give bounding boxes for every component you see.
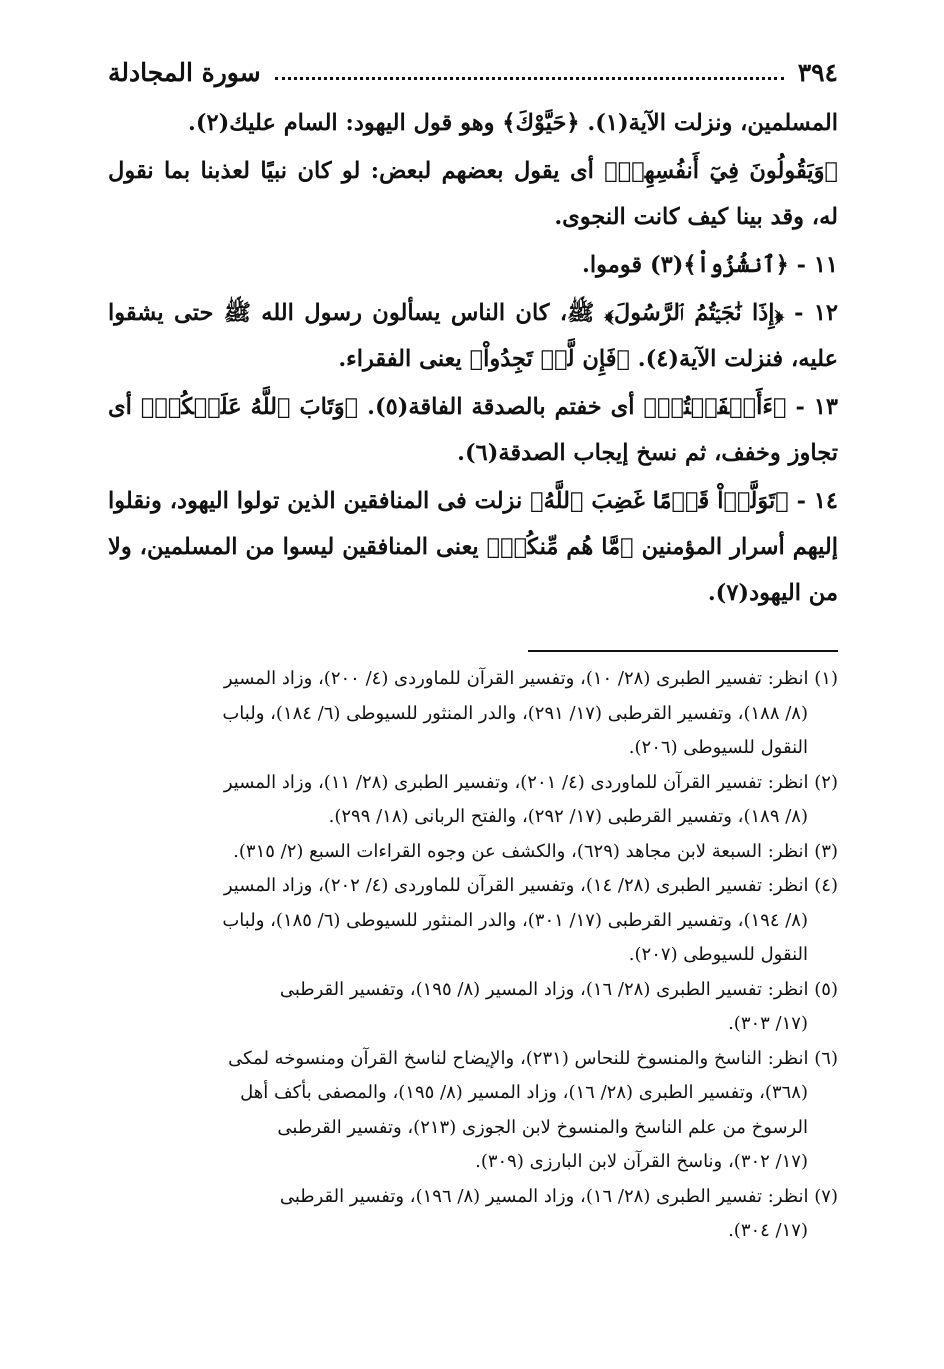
footnote-line: (١٧/ ٣٠٣). — [728, 1013, 808, 1034]
footnote-3 — [108, 835, 838, 870]
footnote-line: (٣٦٨)، وتفسير الطبرى (٢٨/ ١٦)، وزاد المسير (٨/ ١٩٥)، والمصفى بأكف أهل — [240, 1082, 808, 1103]
book-page — [108, 52, 838, 1249]
footnote-divider — [528, 650, 838, 652]
footnote-4 — [108, 869, 838, 973]
footnote-line: (١) انظر: تفسير الطبرى (٢٨/ ١٠)، وتفسير القرآن للماوردى (٤/ ٢٠٠)، وزاد المسير — [223, 668, 838, 689]
footnote-line: (٢) انظر: تفسير القرآن للماوردى (٤/ ٢٠١)، وتفسير الطبرى (٢٨/ ١١)، وزاد المسير — [223, 771, 838, 793]
paragraph: ١١ - ﴿ٱنشُزُواْ﴾(٣) قوموا. — [581, 252, 838, 278]
footnote-line: (١٧/ ٣٠٤). — [728, 1220, 808, 1241]
paragraph: ﴿وَيَقُولُونَ فِيٓ أَنفُسِهِمۡ﴾ أى يقول بعضهم لبعض: لو كان نبيًا لعذبنا بما نقول له، وقد بينا كيف كانت النجوى. — [108, 158, 838, 230]
paragraph: ١٢ - ﴿إِذَا نَٰجَيۡتُمُ ٱلرَّسُولَ﴾ ﷺ، كان الناس يسألون رسول الله ﷺ حتى يشقوا عليه، فنزلت الآية(٤). ﴿فَإِن لَّمۡ تَجِدُواْ﴾ يعنى الفقراء. — [108, 300, 838, 372]
footnote-line: (١٧/ ٣٠٢)، وناسخ القرآن لابن البارزى (٣٠٩). — [475, 1151, 808, 1172]
page-number: ٣٩٤ — [797, 57, 838, 87]
paragraph: ١٤ - ﴿تَوَلَّوۡاْ قَوۡمًا غَضِبَ ٱللَّهُ﴾ نزلت فى المنافقين الذين تولوا اليهود، ونقلوا إليهم أسرار المؤمنين ﴿مَّا هُم مِّنكُمۡ﴾ يعنى المنافقين ليسوا من المسلمين، ولا من اليهود(٧). — [108, 488, 838, 606]
footnote-line: (٣) انظر: السبعة لابن مجاهد (٦٢٩)، والكشف عن وجوه القراءات السبع (٢/ ٣١٥). — [233, 840, 838, 862]
footnote-7 — [108, 1180, 838, 1249]
footnote-line: (٨/ ١٨٩)، وتفسير القرطبى (١٧/ ٢٩٢)، والفتح الربانى (١٨/ ٢٩٩). — [328, 806, 808, 827]
footnote-line: (٨/ ١٩٤)، وتفسير القرطبى (١٧/ ٣٠١)، والدر المنثور للسيوطى (٦/ ١٨٥)، ولباب — [222, 909, 808, 931]
footnotes — [108, 662, 838, 1249]
paragraph: ١٣ - ﴿ءَأَشۡفَقۡتُمۡ﴾ أى خفتم بالصدقة الفاقة(٥). ﴿وَتَابَ ٱللَّهُ عَلَيۡكُمۡ﴾ أى تجاوز وخفف، ثم نسخ إيجاب الصدقة(٦). — [108, 394, 838, 466]
footnote-2 — [108, 766, 838, 835]
footnote-line: (٨/ ١٨٨)، وتفسير القرطبى (١٧/ ٢٩١)، والدر المنثور للسيوطى (٦/ ١٨٤)، ولباب — [222, 702, 808, 724]
footnote-line: النقول للسيوطى (٢٠٧). — [628, 944, 808, 965]
footnote-1 — [108, 662, 838, 766]
footnote-line: (٧) انظر: تفسير الطبرى (٢٨/ ١٦)، وزاد المسير (٨/ ١٩٦)، وتفسير القرطبى — [279, 1185, 838, 1207]
footnote-line: الرسوخ من علم الناسخ والمنسوخ لابن الجوزى (٢١٣)، وتفسير القرطبى — [277, 1116, 808, 1138]
paragraph: المسلمين، ونزلت الآية(١). ﴿حَيَّوْكَ﴾ وهو قول اليهود: السام عليك(٢). — [188, 110, 838, 136]
footnote-6 — [108, 1042, 838, 1180]
main-text — [108, 100, 838, 616]
footnote-line: (٦) انظر: الناسخ والمنسوخ للنحاس (٢٣١)، والإيضاح لناسخ القرآن ومنسوخه لمكى — [228, 1047, 838, 1069]
header-dot-leader — [275, 77, 784, 80]
running-header — [108, 52, 838, 92]
footnote-line: (٥) انظر: تفسير الطبرى (٢٨/ ١٦)، وزاد المسير (٨/ ١٩٥)، وتفسير القرطبى — [279, 978, 838, 1000]
footnote-line: (٤) انظر: تفسير الطبرى (٢٨/ ١٤)، وتفسير القرآن للماوردى (٤/ ٢٠٢)، وزاد المسير — [223, 875, 838, 896]
footnote-5 — [108, 973, 838, 1042]
surah-title: سورة المجادلة — [108, 57, 261, 87]
footnote-line: النقول للسيوطى (٢٠٦). — [628, 737, 808, 758]
